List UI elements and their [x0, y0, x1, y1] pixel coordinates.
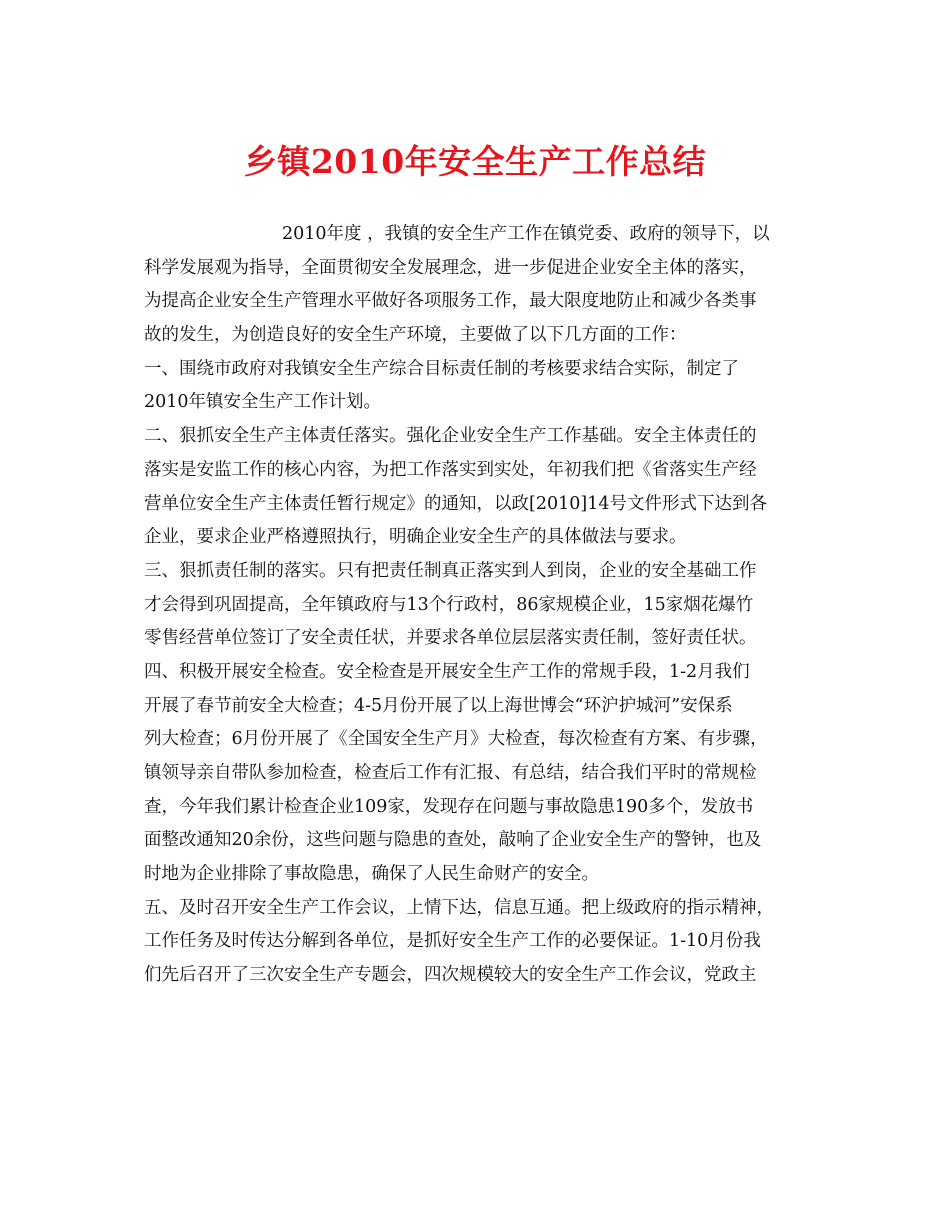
paragraph-line: 二、狠抓安全生产主体责任落实。强化企业安全生产工作基础。安全主体责任的 [144, 426, 757, 447]
paragraph-line: 时地为企业排除了事故隐患，确保了人民生命财产的安全。 [144, 864, 599, 885]
paragraph-line: 为提高企业安全生产管理水平做好各项服务工作，最大限度地防止和减少各类事 [144, 291, 757, 312]
paragraph-line: 镇领导亲自带队参加检查，检查后工作有汇报、有总结，结合我们平时的常规检 [144, 763, 757, 783]
document-body [144, 218, 814, 993]
paragraph-line: 2010年镇安全生产工作计划。 [144, 392, 382, 413]
paragraph-line: 开展了春节前安全大检查；4-5月份开展了以上海世博会“环沪护城河”安保系 [144, 695, 733, 716]
paragraph-line: 企业，要求企业严格遵照执行，明确企业安全生产的具体做法与要求。 [144, 527, 687, 548]
paragraph-line: 落实是安监工作的核心内容，为把工作落实到实处，年初我们把《省落实生产经 [144, 459, 757, 480]
paragraph-line: 营单位安全生产主体责任暂行规定》的通知，以政[2010]14号文件形式下达到各 [144, 493, 767, 514]
paragraph-line: 查，今年我们累计检查企业109家，发现存在问题与事故隐患190多个，发放书 [144, 796, 754, 817]
paragraph-line: 工作任务及时传达分解到各单位，是抓好安全生产工作的必要保证。1-10月份我 [144, 931, 761, 952]
paragraph-line: 三、狠抓责任制的落实。只有把责任制真正落实到人到岗，企业的安全基础工作 [144, 560, 757, 581]
paragraph-line: 四、积极开展安全检查。安全检查是开展安全生产工作的常规手段，1-2月我们 [144, 661, 750, 682]
paragraph-line: 列大检查；6月份开展了《全国安全生产月》大检查，每次检查有方案、有步骤， [144, 729, 768, 750]
paragraph-line: 五、及时召开安全生产工作会议，上情下达，信息互通。把上级政府的指示精神， [144, 897, 774, 918]
paragraph-line: 一、围绕市政府对我镇安全生产综合目标责任制的考核要求结合实际，制定了 [144, 358, 739, 379]
paragraph-line: 2010年度 ，我镇的安全生产工作在镇党委、政府的领导下，以 [282, 224, 770, 244]
paragraph-line: 科学发展观为指导，全面贯彻安全发展理念，进一步促进企业安全主体的落实， [144, 257, 757, 278]
paragraph-line: 们先后召开了三次安全生产专题会，四次规模较大的安全生产工作会议，党政主 [144, 965, 757, 986]
paragraph-line: 面整改通知20余份，这些问题与隐患的查处，敲响了企业安全生产的警钟，也及 [144, 830, 762, 851]
paragraph-line: 才会得到巩固提高，全年镇政府与13个行政村，86家规模企业，15家烟花爆竹 [144, 594, 754, 615]
paragraph-line: 故的发生，为创造良好的安全生产环境，主要做了以下几方面的工作： [144, 325, 687, 346]
document-title: 乡镇2010年安全生产工作总结 [243, 142, 707, 181]
paragraph-line: 零售经营单位签订了安全责任状，并要求各单位层层落实责任制，签好责任状。 [144, 628, 757, 649]
